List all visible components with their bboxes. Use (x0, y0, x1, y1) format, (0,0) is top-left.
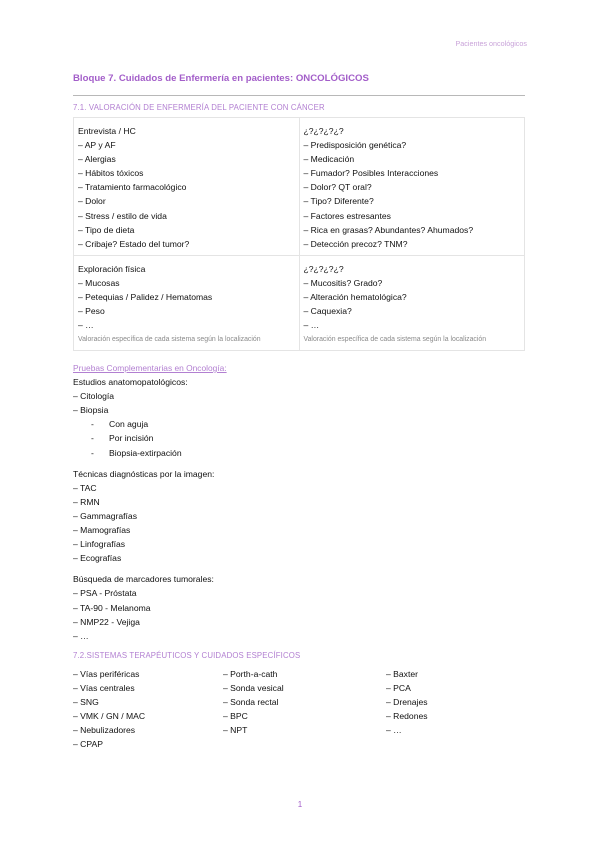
title-rule (73, 95, 525, 96)
page-number: 1 (297, 800, 303, 809)
cell-heading-exploracion: Exploración física (78, 263, 146, 274)
list-item: – Drenajes (386, 697, 428, 708)
sub-list-item (73, 431, 373, 445)
list-item: – RMN (73, 496, 100, 507)
list-item: – Alergias (78, 154, 116, 165)
subheading-marcadores: Búsqueda de marcadores tumorales: (73, 574, 214, 585)
list-item: – Peso (78, 306, 105, 317)
list-item: – CPAP (73, 739, 103, 750)
list-item: – Linfografías (73, 539, 126, 550)
running-header: Pacientes oncológicos (455, 39, 527, 48)
valoracion-table (73, 117, 525, 351)
list-item: – Tipo? Diferente? (303, 196, 374, 207)
list-item: – Caquexia? (303, 306, 352, 317)
list-item: – PSA - Próstata (73, 588, 137, 599)
list-item: – Vías periféricas (73, 669, 140, 679)
list-item: – Hábitos tóxicos (78, 168, 144, 179)
list-item: – Stress / estilo de vida (78, 210, 167, 221)
table-cell-exploracion (74, 255, 300, 350)
list-item: – AP y AF (78, 140, 116, 151)
list-item: – Factores estresantes (303, 210, 391, 221)
sub-dash: - (91, 419, 94, 430)
cell-note: Valoración específica de cada sistema según la localización (78, 336, 261, 344)
sub-list-item (73, 446, 373, 460)
sistemas-column-1 (73, 667, 145, 752)
list-item: – VMK / GN / MAC (73, 711, 146, 722)
list-item: – Medicación (303, 154, 355, 165)
list-item: – Porth-a-cath (223, 669, 278, 679)
list-item: – Redones (386, 711, 428, 722)
table-cell-preguntas-exploracion (299, 255, 525, 350)
list-item: – Dolor? QT oral? (303, 182, 372, 193)
list-item: – Ecografías (73, 553, 122, 564)
list-item: – Sonda rectal (223, 697, 279, 708)
section-heading-valoracion: 7.1. VALORACIÓN DE ENFERMERÍA DEL PACIENTE CON CÁNCER (73, 103, 325, 112)
list-item: – Detección precoz? TNM? (303, 238, 408, 249)
sistemas-column-3 (386, 667, 428, 737)
list-item: – Petequias / Palidez / Hematomas (78, 292, 213, 303)
list-item: – NPT (223, 725, 248, 736)
list-item: – TA-90 - Melanoma (73, 602, 151, 613)
sub-list-item (73, 417, 373, 431)
sub-dash: - (91, 433, 94, 444)
pruebas-complementarias (73, 361, 373, 643)
list-item: – Gammagrafías (73, 510, 137, 521)
sistemas-columns (73, 667, 525, 767)
subheading-anatomopatologicos: Estudios anatomopatológicos: (73, 377, 188, 388)
list-item: – Alteración hematológica? (303, 292, 407, 303)
list-item: – TAC (73, 482, 97, 493)
list-item: – Mamografías (73, 525, 131, 536)
subheading-imagen: Técnicas diagnósticas por la imagen: (73, 468, 215, 479)
list-item: – Tratamiento farmacológico (78, 182, 187, 193)
table-cell-preguntas-entrevista (299, 118, 525, 256)
sub-dash: - (91, 447, 94, 458)
list-item: – … (303, 320, 320, 331)
spacer (73, 565, 373, 572)
pruebas-title: Pruebas Complementarias en Oncología: (73, 363, 227, 373)
sistemas-column-2 (223, 667, 284, 737)
list-item: – BPC (223, 711, 248, 722)
list-item: – Vías centrales (73, 683, 135, 694)
list-item: – Predisposición genética? (303, 140, 407, 151)
sub-item-label: Biopsia-extirpación (109, 447, 182, 458)
section-heading-sistemas: 7.2.SISTEMAS TERAPÉUTICOS Y CUIDADOS ESPECÍFICOS (73, 651, 301, 660)
cell-note: Valoración específica de cada sistema según la localización (303, 336, 487, 344)
list-item: – … (78, 320, 94, 331)
table-row-entrevista (74, 118, 525, 256)
list-item: – Cribaje? Estado del tumor? (78, 238, 190, 249)
table-row-exploracion (74, 255, 525, 350)
list-item: – SNG (73, 697, 99, 708)
sub-item-label: Por incisión (109, 433, 154, 444)
list-item: – PCA (386, 683, 411, 694)
list-item: – Dolor (78, 196, 106, 207)
list-item: – Mucositis? Grado? (303, 277, 383, 288)
table-cell-entrevista (74, 118, 300, 256)
cell-heading-entrevista: Entrevista / HC (78, 126, 136, 136)
list-item: – Nebulizadores (73, 725, 136, 736)
spacer (73, 460, 373, 467)
cell-heading-preguntas: ¿?¿?¿?¿? (303, 263, 344, 274)
sub-item-label: Con aguja (109, 419, 149, 430)
list-item: – Citología (73, 391, 115, 402)
list-item: – Fumador? Posibles Interacciones (303, 168, 439, 179)
list-item: – Biopsia (73, 405, 109, 416)
list-item: – Baxter (386, 669, 419, 679)
list-item: – NMP22 - Vejiga (73, 616, 140, 627)
list-item: – Tipo de dieta (78, 224, 135, 235)
list-item: – … (73, 630, 89, 641)
document-title: Bloque 7. Cuidados de Enfermería en pacientes: ONCOLÓGICOS (73, 73, 369, 84)
list-item: – Sonda vesical (223, 683, 284, 694)
list-item: – … (386, 725, 402, 736)
list-item: – Rica en grasas? Abundantes? Ahumados? (303, 224, 474, 235)
cell-heading-preguntas: ¿?¿?¿?¿? (303, 126, 344, 136)
list-item: – Mucosas (78, 277, 120, 288)
